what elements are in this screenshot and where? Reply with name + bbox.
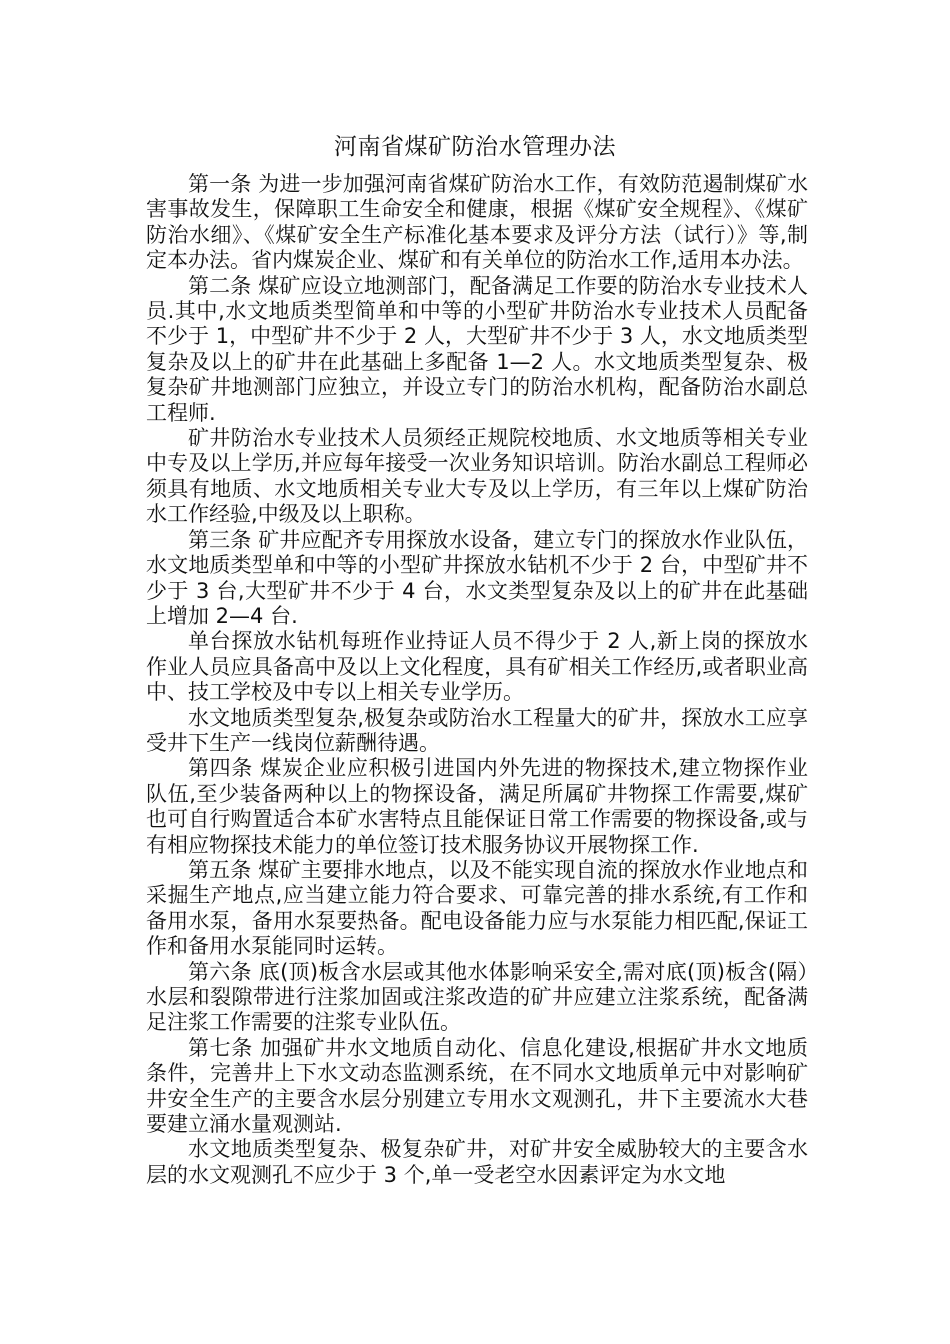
paragraph-article-1: 第一条 为进一步加强河南省煤矿防治水工作，有效防范遏制煤矿水害事故发生，保障职工生命安全和健康，根据《煤矿安全规程》、《煤矿防治水细》、《煤矿安全生产标准化基本要求及评分方法（试行）》等,制定本办法。省内煤炭企业、煤矿和有关单位的防治水工作,适用本办法。 — [146, 172, 808, 273]
paragraph-article-5: 第五条 煤矿主要排水地点，以及不能实现自流的探放水作业地点和采掘生产地点,应当建立能力符合要求、可靠完善的排水系统,有工作和备用水泵，备用水泵要热备。配电设备能力应与水泵能力相匹配,保证工作和备用水泵能同时运转。 — [146, 857, 808, 959]
paragraph-article-6: 第六条 底(顶)板含水层或其他水体影响采安全,需对底(顶)板含(隔）水层和裂隙带进行注浆加固或注浆改造的矿井应建立注浆系统，配备满足注浆工作需要的注浆专业队伍。 — [146, 959, 808, 1035]
paragraph-article-7-observation: 水文地质类型复杂、极复杂矿井，对矿井安全威胁较大的主要含水层的水文观测孔不应少于 3 个,单一受老空水因素评定为水文地 — [146, 1137, 808, 1187]
paragraph-article-2-qualifications: 矿井防治水专业技术人员须经正规院校地质、水文地质等相关专业中专及以上学历,并应每年接受一次业务知识培训。防治水副总工程师必须具有地质、水文地质相关专业大专及以上学历，有三年以上煤矿防治水工作经验,中级及以上职称。 — [146, 426, 808, 527]
document-title: 河南省煤矿防治水管理办法 — [334, 134, 616, 160]
paragraph-article-3-personnel: 单台探放水钻机每班作业持证人员不得少于 2 人,新上岗的探放水作业人员应具备高中及以上文化程度，具有矿相关工作经历,或者职业高中、技工学校及中专以上相关专业学历。 — [146, 629, 808, 705]
paragraph-article-3-salary: 水文地质类型复杂,极复杂或防治水工程量大的矿井，探放水工应享受井下生产一线岗位薪酬待遇。 — [146, 705, 808, 755]
paragraph-article-2: 第二条 煤矿应设立地测部门，配备满足工作要的防治水专业技术人员.其中,水文地质类型简单和中等的小型矿井防治水专业技术人员配备不少于 1，中型矿井不少于 2 人，大型矿井不少于 3 人，水文地质类型复杂及以上的矿井在此基础上多配备 1—2 人。水文地质类型复杂、极复杂矿井地测部门应独立，并设立专门的防治水机构，配备防治水副总工程师. — [146, 273, 808, 425]
paragraph-article-3: 第三条 矿井应配齐专用探放水设备，建立专门的探放水作业队伍，水文地质类型单和中等的小型矿井探放水钻机不少于 2 台，中型矿井不少于 3 台,大型矿井不少于 4 台，水文类型复杂及以上的矿井在此基础上增加 2—4 台. — [146, 527, 808, 628]
document-body — [146, 172, 808, 1188]
paragraph-article-4: 第四条 煤炭企业应积极引进国内外先进的物探技术,建立物探作业队伍,至少装备两种以上的物探设备，满足所属矿井物探工作需要,煤矿也可自行购置适合本矿水害特点且能保证日常工作需要的物探设备,或与有相应物探技术能力的单位签订技术服务协议开展物探工作. — [146, 756, 808, 857]
paragraph-article-7: 第七条 加强矿井水文地质自动化、信息化建设,根据矿井水文地质条件，完善井上下水文动态监测系统，在不同水文地质单元中对影响矿井安全生产的主要含水层分别建立专用水文观测孔，井下主要流水大巷要建立涌水量观测站. — [146, 1035, 808, 1137]
